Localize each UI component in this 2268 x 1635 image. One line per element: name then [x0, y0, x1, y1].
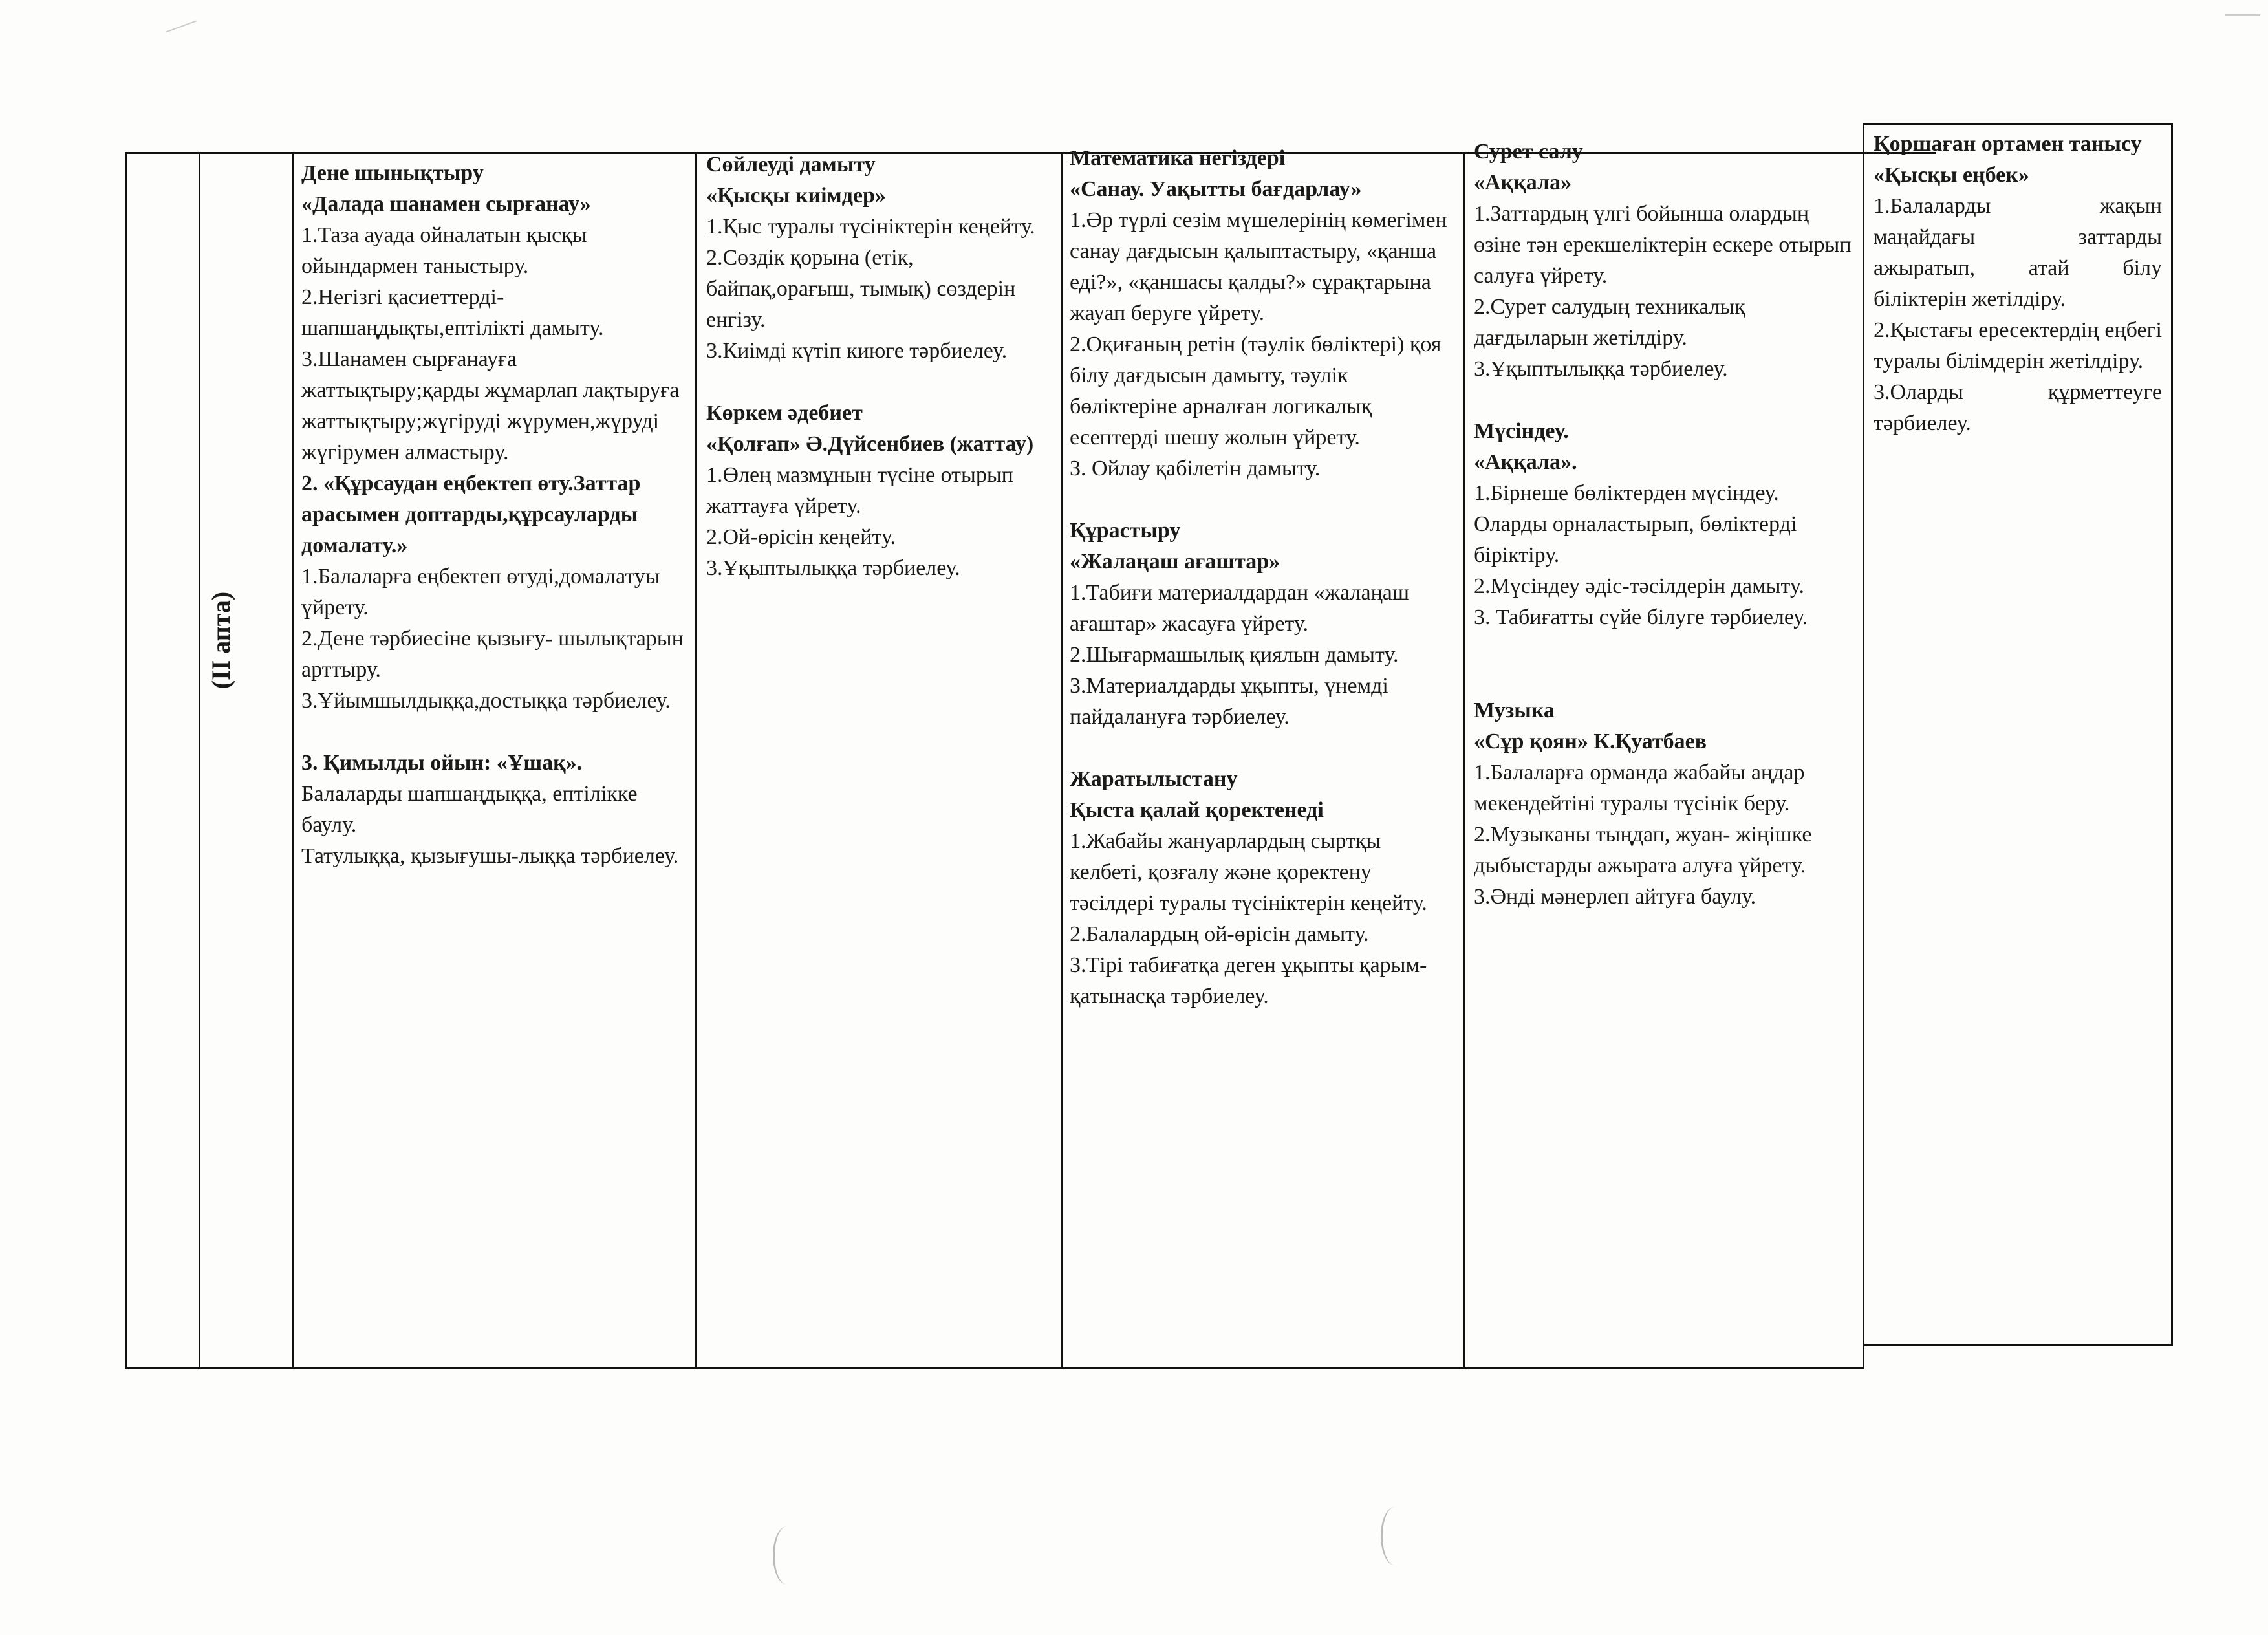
- scan-mark: [2225, 14, 2260, 16]
- paragraph: 1.Бірнеше бөліктерден мүсіндеу. Оларды орналастырып, бөліктерді біріктіру.: [1474, 481, 1797, 567]
- paragraph: 2.Музыканы тыңдап, жуан- жіңішке дыбыстарды ажырата алуға үйрету.: [1474, 823, 1812, 878]
- section-heading: Қыста қалай қоректенеді: [1070, 798, 1324, 822]
- paragraph-spacer: [1474, 385, 1853, 416]
- paragraph-spacer: [706, 367, 1052, 398]
- paragraph: 2.Шығармашылық қиялын дамыту.: [1070, 643, 1399, 667]
- section-heading: Құрастыру: [1070, 519, 1181, 543]
- section-heading: «Санау. Уақытты бағдарлау»: [1070, 177, 1362, 201]
- section-heading: «Қысқы киімдер»: [706, 184, 886, 208]
- paragraph: 1.Қыс туралы түсініктерін кеңейту.: [706, 215, 1035, 239]
- paragraph-spacer: [1474, 664, 1853, 695]
- column-environment: [1864, 125, 2171, 443]
- paragraph: 1.Жабайы жануарлардың сыртқы келбеті, қозғалу және қоректену тәсілдері туралы түсініктерін кеңейту.: [1070, 829, 1427, 915]
- paragraph: 1.Балаларға еңбектеп өтуді,домалатуы үйрету.: [301, 565, 660, 620]
- paragraph: 2.Қыстағы ересектердің еңбегі туралы білімдерін жетілдіру.: [1874, 318, 2162, 373]
- paragraph: 1.Табиғи материалдардан «жалаңаш ағаштар» жасауға үйрету.: [1070, 581, 1410, 636]
- paragraph: 1.Балаларға орманда жабайы аңдар мекендейтіні туралы түсінік беру.: [1474, 761, 1805, 816]
- paragraph: 1.Әр түрлі сезім мүшелерінің көмегімен санау дағдысын қалыптастыру, «қанша еді?», «қаншасы қалды?» сұрақтарына жауап беруге үйрету.: [1070, 208, 1447, 325]
- punch-hole-mark: [773, 1526, 801, 1585]
- paragraph: 2.Сөздік қорына (етік, байпақ,орағыш, тымық) сөздерін енгізу.: [706, 246, 1016, 332]
- section-heading: «Сұр қоян» К.Қуатбаев: [1474, 730, 1707, 753]
- paragraph: 2.Мүсіндеу әдіс-тәсілдерін дамыту.: [1474, 574, 1804, 598]
- paragraph-spacer: [1070, 733, 1454, 764]
- section-heading: «Қысқы еңбек»: [1874, 163, 2029, 187]
- table-right-border: [2171, 123, 2173, 1346]
- paragraph: 2.Негізгі қасиеттерді- шапшаңдықты,ептілікті дамыту.: [301, 285, 604, 340]
- section-heading: «Қолғап» Ә.Дүйсенбиев (жаттау): [706, 432, 1034, 456]
- paragraph: 1.Өлең мазмұнын түсіне отырып жаттауға үйрету.: [706, 463, 1013, 518]
- paragraph-spacer: [1474, 633, 1853, 664]
- section-heading: «Аққала».: [1474, 450, 1577, 474]
- paragraph: 3.Ұқыптылыққа тәрбиелеу.: [706, 556, 960, 580]
- paragraph: Балаларды шапшаңдыққа, ептілікке баулу.: [301, 782, 638, 837]
- paragraph: 2.Дене тәрбиесіне қызығу- шылықтарын арттыру.: [301, 627, 684, 682]
- paragraph: 3.Ұйымшылдыққа,достыққа тәрбиелеу.: [301, 689, 671, 713]
- column-art-sculpting-music: [1465, 133, 1863, 916]
- section-heading: «Аққала»: [1474, 171, 1572, 195]
- column-speech-literature: [697, 146, 1061, 588]
- section-heading: Көркем әдебиет: [706, 401, 863, 425]
- paragraph: 3. Ойлау қабілетін дамыту.: [1070, 457, 1321, 481]
- section-heading: 2. «Құрсаудан еңбектеп өту.Заттар арасымен доптарды,құрсауларды домалату.»: [301, 471, 641, 558]
- section-heading: Математика негіздері: [1070, 146, 1286, 170]
- paragraph: 1.Заттардың үлгі бойынша олардың өзіне тән ерекшеліктерін ескере отырып салуға үйрету.: [1474, 202, 1852, 288]
- paragraph-spacer: [1070, 484, 1454, 515]
- paragraph: Татулыққа, қызығушы-лыққа тәрбиелеу.: [301, 844, 679, 868]
- section-heading: Сөйлеуді дамыту: [706, 153, 876, 177]
- paragraph-spacer: [301, 717, 686, 748]
- paragraph: 2.Балалардың ой-өрісін дамыту.: [1070, 922, 1369, 946]
- paragraph: 2.Ой-өрісін кеңейту.: [706, 525, 896, 549]
- section-heading: Қоршаған ортамен танысу: [1874, 132, 2142, 156]
- section-heading: Музыка: [1474, 698, 1555, 722]
- paragraph: 3. Табиғатты сүйе білуге тәрбиелеу.: [1474, 605, 1808, 629]
- section-heading: Жаратылыстану: [1070, 767, 1238, 791]
- paragraph: 2.Сурет салудың техникалық дағдыларын жетілдіру.: [1474, 295, 1745, 350]
- paragraph: 3.Материалдарды ұқыпты, үнемді пайдалануға тәрбиелеу.: [1070, 674, 1388, 729]
- paragraph: 3.Әнді мәнерлеп айтуға баулу.: [1474, 885, 1756, 909]
- punch-hole-mark: [1381, 1507, 1409, 1565]
- column-divider: [199, 152, 200, 1369]
- table-bottom-border: [125, 1367, 1864, 1369]
- section-heading: «Далада шанамен сырғанау»: [301, 192, 591, 216]
- paragraph: 2.Оқиғаның ретін (тәулік бөліктері) қоя білу дағдысын дамыту, тәулік бөліктеріне арналған логикалық есептерді шешу жолын үйрету.: [1070, 332, 1442, 449]
- section-heading: Мүсіндеу.: [1474, 419, 1569, 443]
- paragraph: 1.Балаларды жақын маңайдағы заттарды ажыратып, атай білу біліктерін жетілдіру.: [1874, 194, 2162, 311]
- table-bottom-border-right: [1863, 1344, 2173, 1346]
- paragraph: 3.Оларды құрметтеуге тәрбиелеу.: [1874, 380, 2162, 435]
- column-math-construction-nature: [1061, 139, 1463, 1016]
- paragraph: 3.Ұқыптылыққа тәрбиелеу.: [1474, 357, 1728, 381]
- table-left-border: [125, 152, 127, 1369]
- section-heading: Дене шынықтыру: [301, 161, 484, 185]
- week-label: (ІІ апта): [206, 591, 235, 689]
- scan-mark: [166, 21, 197, 33]
- section-heading: «Жалаңаш ағаштар»: [1070, 550, 1280, 574]
- section-heading: Сурет салу: [1474, 140, 1583, 164]
- paragraph: 1.Таза ауада ойналатын қысқы ойындармен таныстыру.: [301, 223, 587, 278]
- paragraph: 3.Тірі табиғатқа деген ұқыпты қарым-қатынасқа тәрбиелеу.: [1070, 953, 1427, 1008]
- column-physical-education: [292, 154, 695, 876]
- paragraph: 3.Шанамен сырғанауға жаттықтыру;қарды жұмарлап лақтыруға жаттықтыру;жүгіруді жүрумен,жүруді жүгірумен алмастыру.: [301, 347, 680, 464]
- section-heading: 3. Қимылды ойын: «Ұшақ».: [301, 751, 583, 775]
- paragraph: 3.Киімді күтіп киюге тәрбиелеу.: [706, 339, 1008, 363]
